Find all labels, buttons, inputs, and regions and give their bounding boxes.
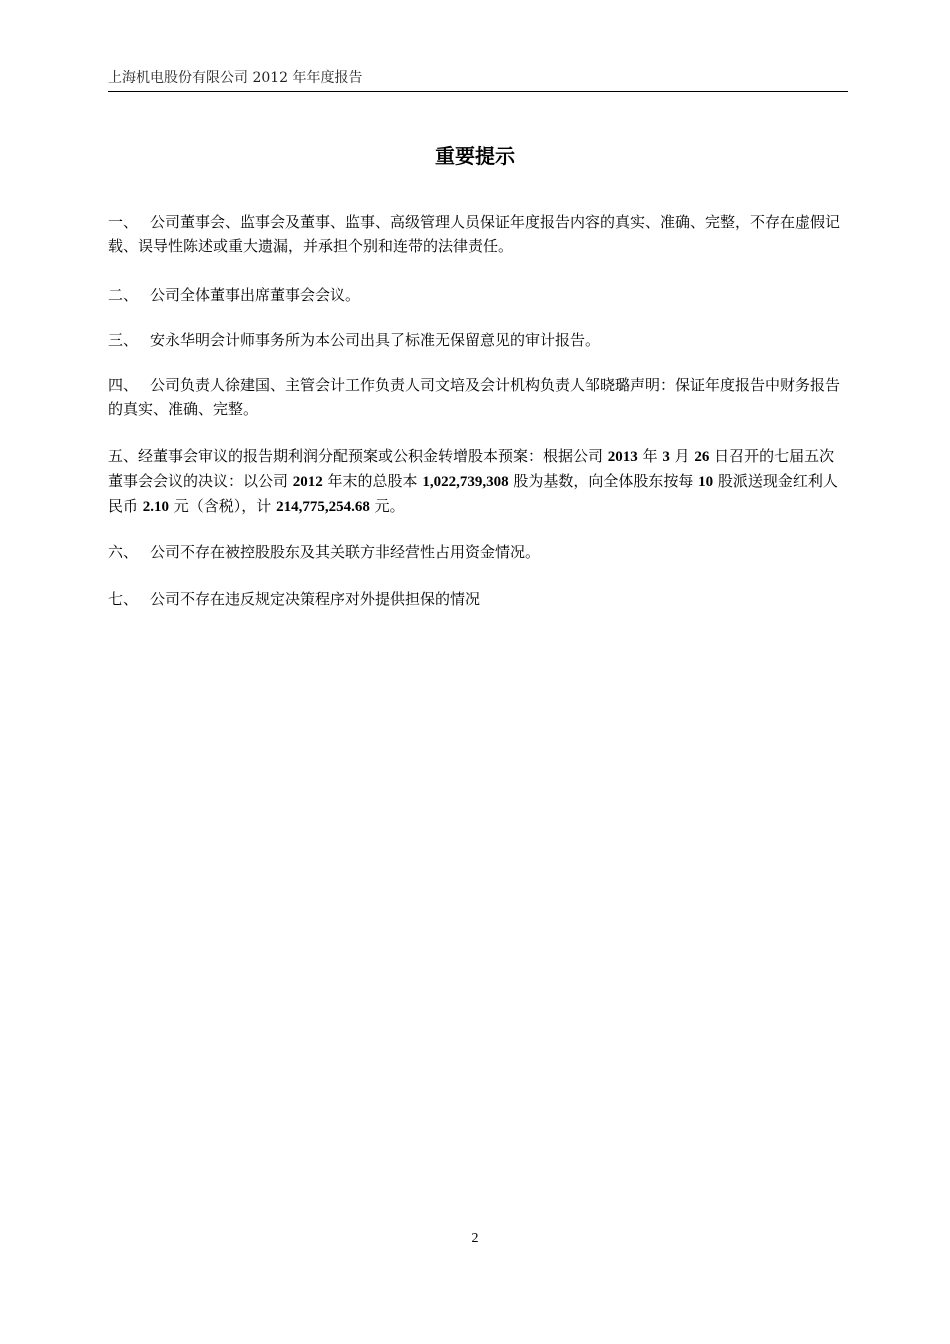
- item-4: [108, 373, 848, 421]
- item-number: 三、: [108, 331, 139, 349]
- item-3: [108, 328, 848, 352]
- item-text: 安永华明会计师事务所为本公司出具了标准无保留意见的审计报告。: [150, 331, 601, 349]
- item-text: 公司全体董事出席董事会会议。: [150, 286, 361, 304]
- item-text: 公司董事会、监事会及董事、监事、高级管理人员保证年度报告内容的真实、准确、完整，不存在虚假记载、误导性陈述或重大遗漏，并承担个别和连带的法律责任。: [108, 213, 841, 255]
- item-1: [108, 210, 848, 258]
- item-5: [108, 444, 848, 519]
- item-number: 六、: [108, 543, 139, 561]
- item-text: 公司负责人徐建国、主管会计工作负责人司文培及会计机构负责人邹晓璐声明：保证年度报告中财务报告的真实、准确、完整。: [108, 376, 841, 418]
- item-text: 月: [669, 447, 695, 465]
- per-shares: 10: [698, 474, 714, 490]
- item-number: 四、: [108, 376, 139, 394]
- item-text: 年末的总股本: [322, 472, 423, 490]
- running-header: 上海机电股份有限公司 2012 年年度报告: [108, 67, 848, 92]
- page-number: 2: [471, 1231, 479, 1246]
- item-6: [108, 540, 848, 564]
- dividend-per: 2.10: [142, 499, 170, 515]
- item-number: 五、: [108, 447, 139, 465]
- fiscal-year: 2012: [292, 474, 323, 490]
- item-text: 公司不存在被控股股东及其关联方非经营性占用资金情况。: [150, 543, 541, 561]
- item-text: 元。: [369, 497, 405, 515]
- item-text: 元（含税），计: [169, 497, 277, 515]
- total-shares: 1,022,739,308: [422, 474, 509, 490]
- meeting-month: 3: [662, 449, 670, 465]
- item-text: 股为基数，向全体股东按每: [508, 472, 699, 490]
- item-text: 年: [637, 447, 663, 465]
- item-2: [108, 283, 848, 307]
- item-text: 股派送现金红利人民币: [108, 472, 838, 515]
- meeting-day: 26: [694, 449, 710, 465]
- meeting-year: 2013: [607, 449, 638, 465]
- item-7: [108, 587, 848, 611]
- item-text: 公司不存在违反规定决策程序对外提供担保的情况: [150, 590, 481, 608]
- item-number: 一、: [108, 213, 139, 231]
- dividend-total: 214,775,254.68: [276, 499, 370, 515]
- page-title: 重要提示: [435, 144, 515, 168]
- item-text: 日召开的七届五次董事会会议的决议：以公司: [108, 447, 835, 490]
- item-number: 七、: [108, 590, 139, 608]
- item-number: 二、: [108, 286, 139, 304]
- item-text: 经董事会审议的报告期利润分配预案或公积金转增股本预案：根据公司: [138, 447, 608, 465]
